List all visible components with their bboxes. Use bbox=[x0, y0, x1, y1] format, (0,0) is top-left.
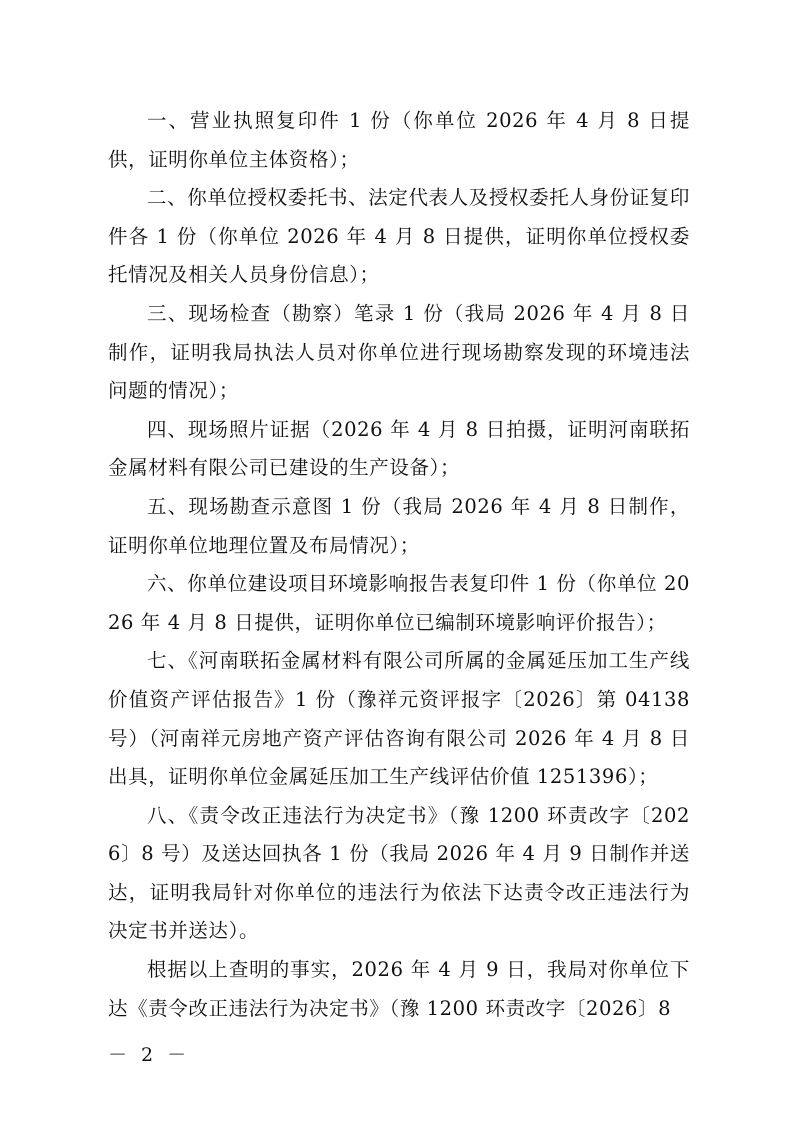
paragraph-evidence-2: 二、你单位授权委托书、法定代表人及授权委托人身份证复印件各 1 份（你单位 2026 年 4 月 8 日提供，证明你单位授权委托情况及相关人员身份信息）； bbox=[108, 186, 690, 287]
paragraph-evidence-5: 五、现场勘查示意图 1 份（我局 2026 年 4 月 8 日制作，证明你单位地理位置及布局情况）； bbox=[108, 494, 690, 557]
paragraph-conclusion: 根据以上查明的事实，2026 年 4 月 9 日，我局对你单位下达《责令改正违法行为决定书》（豫 1200 环责改字〔2026〕8 bbox=[108, 958, 690, 1020]
document-body bbox=[108, 102, 690, 1028]
paragraph-evidence-6: 六、你单位建设项目环境影响报告表复印件 1 份（你单位 2026 年 4 月 8 日提供，证明你单位已编制环境影响评价报告）； bbox=[108, 572, 690, 634]
paragraph-evidence-7: 七、《河南联拓金属材料有限公司所属的金属延压加工生产线价值资产评估报告》1 份（豫祥元资评报字〔2026〕第 04138 号）（河南祥元房地产资产评估咨询有限公司 2026 年 4 月 8 日出具，证明你单位金属延压加工生产线评估价值 1251396）； bbox=[108, 649, 690, 789]
paragraph-evidence-4: 四、现场照片证据（2026 年 4 月 8 日拍摄，证明河南联拓金属材料有限公司已建设的生产设备）； bbox=[108, 417, 690, 480]
paragraph-evidence-8: 八、《责令改正违法行为决定书》（豫 1200 环责改字〔2026〕8 号）及送达回执各 1 份（我局 2026 年 4 月 9 日制作并送达，证明我局针对你单位的违法行为依法下达责令改正违法行为决定书并送达）。 bbox=[108, 803, 690, 943]
paragraph-evidence-3: 三、现场检查（勘察）笔录 1 份（我局 2026 年 4 月 8 日制作，证明我局执法人员对你单位进行现场勘察发现的环境违法问题的情况）； bbox=[108, 301, 690, 403]
paragraph-evidence-1: 一、营业执照复印件 1 份（你单位 2026 年 4 月 8 日提供，证明你单位主体资格）； bbox=[108, 109, 690, 171]
page-number: － 2 － bbox=[108, 1044, 191, 1066]
